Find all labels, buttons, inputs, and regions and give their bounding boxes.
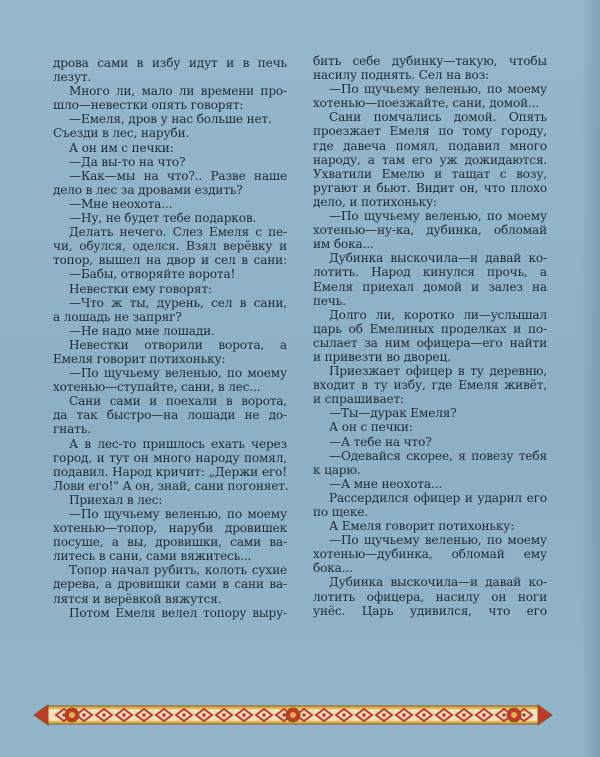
ornament-dot [302, 713, 306, 717]
ornament-dot [222, 713, 226, 717]
ornament-dot [402, 713, 406, 717]
text-line: насилу поднять. Сел на воз: [313, 68, 489, 83]
text-line: —Бабы, отворяйте ворота! [69, 267, 236, 282]
text-line: Приехал в лес: [69, 492, 163, 507]
text-line: топор, вышел на двор и сел в сани: [53, 253, 287, 268]
ornament-dot [442, 713, 446, 717]
text-line: —Да вы-то на что? [69, 154, 186, 169]
ornament-left-tip [34, 705, 48, 725]
text-line: шло—невестки опять говорят: [53, 98, 244, 113]
text-line: город, и тут он много народу помял, [53, 450, 287, 465]
text-line: Емеля приехал домой и залез на [313, 279, 547, 294]
text-line: хотенью—ну-ка, дубинка, обломай [313, 223, 547, 238]
text-line: посуше, а вы, дровишки, сами ва- [53, 535, 287, 550]
text-line: Съезди в лес, наруби. [53, 126, 190, 141]
ornament-dot [262, 713, 266, 717]
text-line: Емеля говорит потихоньку: [53, 351, 226, 366]
ornament-dot [322, 713, 326, 717]
text-line: чи, обулся, оделся. Взял верёвку и [53, 239, 287, 254]
text-line: где давеча помял, подавил много [313, 138, 547, 153]
text-line: да так быстро—на лошади не до- [53, 408, 287, 423]
ornament-dot [142, 713, 146, 717]
text-line: —Что ж ты, дурень, сел в сани, [69, 295, 287, 310]
text-line: —А тебе на что? [329, 434, 432, 449]
text-line: А он с печки: [329, 420, 413, 435]
text-line: народу, а там его уж дожидаются. [313, 152, 547, 167]
ornament-dot [82, 713, 86, 717]
text-line: Сани помчались домой. Опять [329, 110, 547, 125]
text-line: унёс. Царь удивился, что его [313, 603, 547, 618]
text-line: А Емеля говорит потихоньку: [329, 519, 515, 534]
text-line: сылает за ним офицера—его найти [313, 335, 547, 350]
ornament-right-tip [538, 705, 552, 725]
text-line: Рассердился офицер и ударил его [329, 490, 547, 505]
text-line: ругают и бьют. Видит он, что плохо [313, 180, 547, 195]
text-line: А он им с печки: [69, 140, 174, 155]
text-line: Ухватили Емелю и тащат с возу, [313, 166, 547, 181]
left-text-column [53, 56, 287, 620]
text-line: лятся и верёвкой вяжутся. [53, 591, 222, 606]
ornament-dot [182, 713, 186, 717]
text-line: дрова сами в избу идут и в печь [53, 56, 287, 70]
text-line: а лошадь не запряг? [53, 309, 182, 324]
text-line: —Ну, не будет тебе подарков. [69, 211, 257, 226]
text-line: Делать нечего. Слез Емеля с пе- [69, 225, 287, 240]
ornament-dot [342, 713, 346, 717]
text-line: —А мне неохота... [329, 476, 443, 491]
text-line: хотенью—топор, наруби дровишек [53, 521, 287, 536]
ornament-medallion-center [69, 712, 75, 718]
ornament-dot [522, 713, 526, 717]
text-line: —Одевайся скорее, я повезу тебя [329, 448, 547, 463]
text-line: Много ли, мало ли времени про- [69, 84, 287, 99]
ornament-dot [462, 713, 466, 717]
text-line: —По щучьему веленью, по моему [329, 209, 547, 224]
text-line: и спрашивает: [313, 392, 404, 407]
text-line: лезут. [53, 70, 92, 85]
ornament-dot [202, 713, 206, 717]
text-line: хотенью—поезжайте, сани, домой... [313, 96, 540, 111]
text-line: литесь в сани, сами вяжитесь... [53, 549, 252, 564]
text-line: —По щучьему веленью, по моему [69, 507, 287, 521]
text-line: Топор начал рубить, колоть сухие [69, 563, 287, 578]
ornament-dot [282, 713, 286, 717]
ornament-dot [382, 713, 386, 717]
text-line: дерева, а дровишки сами в сани ва- [53, 577, 287, 592]
text-line: лотить. Народ кинулся прочь, а [313, 265, 547, 280]
text-line: гнать. [53, 422, 91, 437]
text-line: подавил. Народ кричит: „Держи его! [53, 464, 287, 479]
ornament-dot [122, 713, 126, 717]
text-line: проезжает Емеля по тому городу, [313, 124, 547, 139]
text-line: входит в ту избу, где Емеля живёт, [313, 378, 547, 393]
ornament-dot [422, 713, 426, 717]
ornament-dot [162, 713, 166, 717]
text-line: Дубинка выскочила—и давай ко- [329, 251, 547, 266]
text-line: Сани сами и поехали в ворота, [69, 394, 287, 409]
text-line: А в лес-то пришлось ехать через [69, 436, 287, 451]
text-line: лотить офицера, насилу он ноги [313, 589, 547, 604]
folk-border-ornament [32, 700, 554, 730]
text-line: —Мне неохота... [69, 196, 173, 211]
ornament-dot [102, 713, 106, 717]
text-line: Потом Емеля велел топору выру- [69, 605, 287, 620]
text-line: им бока... [313, 237, 374, 252]
ornament-dot [502, 713, 506, 717]
text-line: Приезжает офицер в ту деревню, [329, 364, 547, 379]
text-line: бока... [313, 561, 353, 576]
text-line: царь об Емелиных проделках и по- [313, 321, 547, 336]
ornament-dot [242, 713, 246, 717]
text-line: бить себе дубинку—такую, чтобы [313, 54, 547, 68]
text-line: —По щучьему веленью, по моему [329, 533, 547, 548]
right-text-column [313, 54, 547, 618]
text-line: —Емеля, дров у нас больше нет. [69, 112, 272, 127]
ornament-medallion-center [290, 712, 296, 718]
text-line: Невестки ему говорят: [69, 281, 212, 296]
text-line: —Не надо мне лошади. [69, 323, 215, 338]
text-line: —Ты—дурак Емеля? [329, 406, 457, 421]
text-line: Лови его!" А он, знай, сани погоняет. [53, 478, 289, 493]
text-line: хотенью—дубинка, обломай ему [313, 547, 547, 562]
ornament-medallion-center [511, 712, 517, 718]
text-line: дело, и потихоньку: [313, 194, 437, 209]
text-line: и привезти во дворец. [313, 349, 451, 364]
text-line: —По щучьему веленью, по моему [69, 366, 287, 381]
ornament-dot [482, 713, 486, 717]
text-line: печь. [313, 293, 346, 308]
text-line: —По щучьему веленью, по моему [329, 82, 547, 97]
ornament-dot [362, 713, 366, 717]
text-line: —Как—мы на что?.. Разве наше [69, 168, 287, 183]
text-line: дело в лес за дровами ездить? [53, 182, 243, 197]
text-line: Дубинка выскочила—и давай ко- [329, 575, 547, 590]
text-line: Долго ли, коротко ли—услышал [329, 307, 547, 322]
text-line: Невестки отворили ворота, а [69, 337, 287, 352]
text-line: хотенью—ступайте, сани, в лес... [53, 380, 261, 395]
text-line: по щеке. [313, 505, 368, 519]
text-line: к царю. [313, 462, 361, 477]
